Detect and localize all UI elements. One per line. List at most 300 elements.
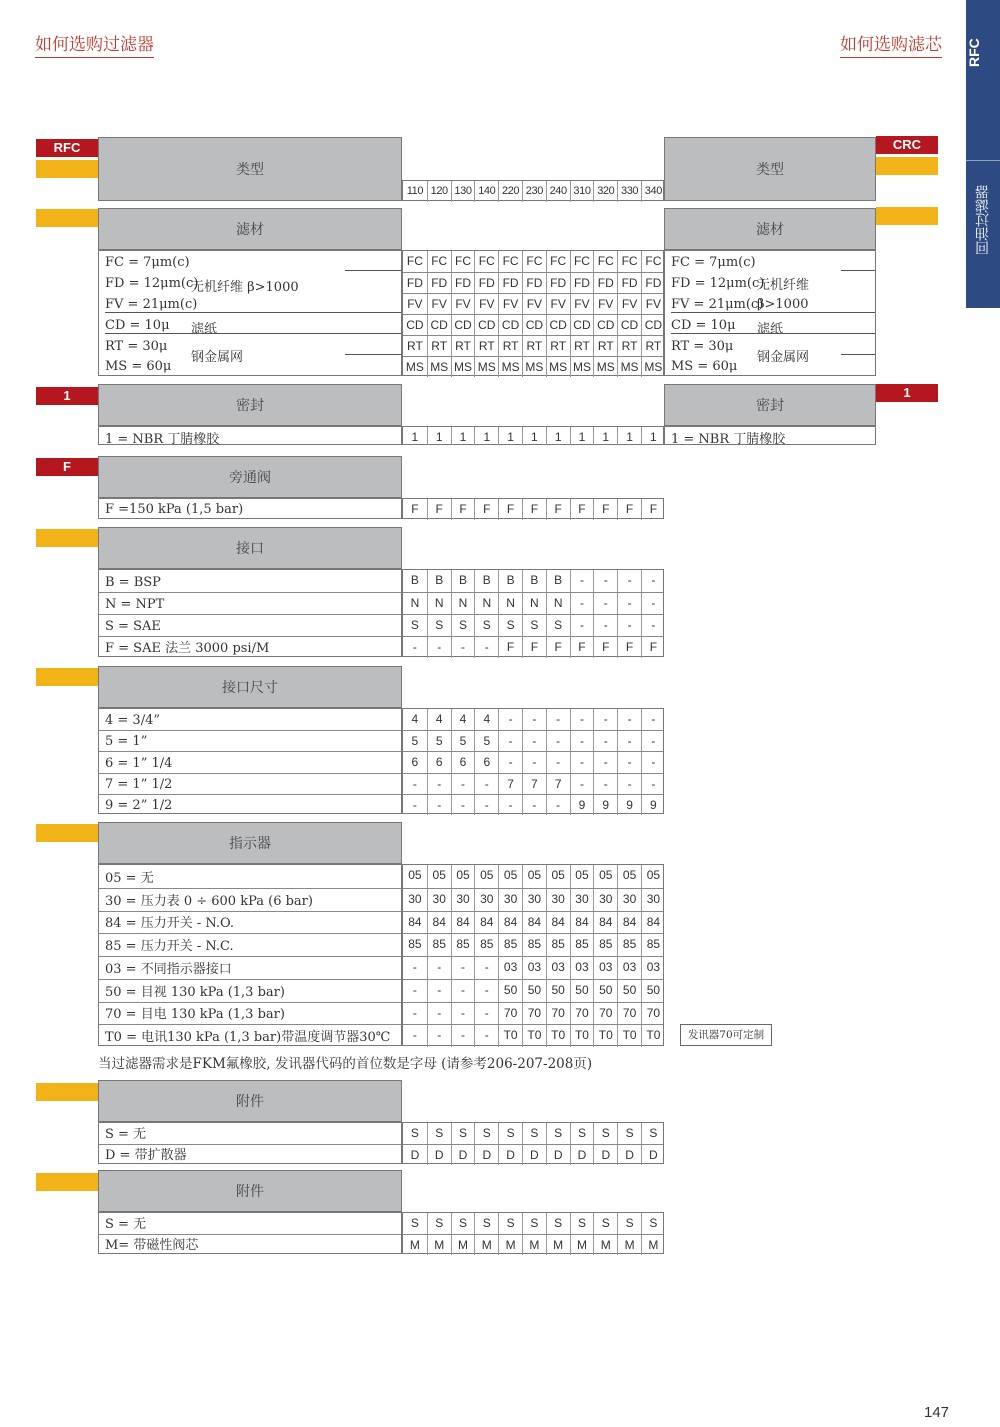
code-cell: D	[641, 1145, 665, 1165]
code-cell: -	[427, 980, 451, 1002]
code-cell: -	[522, 752, 546, 772]
code-cell: 30	[498, 889, 522, 911]
accessory1-row-text: S = 无	[105, 1127, 147, 1142]
code-cell: FD	[641, 273, 665, 293]
code-cell: B	[522, 570, 546, 592]
code-cell: -	[451, 957, 475, 979]
code-cell: 84	[474, 912, 498, 934]
code-cell: D	[410, 1148, 420, 1162]
code-cell: CD	[641, 315, 665, 335]
code-cell: FC	[427, 251, 451, 272]
code-cell: S	[593, 1123, 617, 1144]
code-cell: 85	[427, 934, 451, 956]
code-cell: -	[474, 1025, 498, 1047]
code-cell: -	[474, 795, 498, 815]
code-cell: S	[546, 1123, 570, 1144]
code-cell: 05	[641, 865, 665, 888]
seal-row-right-text: 1 = NBR 丁腈橡胶	[671, 432, 786, 447]
code-cell: 5	[427, 731, 451, 751]
media-right-row-cd: CD = 10μ	[671, 318, 736, 333]
code-cell: N	[498, 593, 522, 614]
accessory1-code-row	[403, 1144, 663, 1165]
code-cell: FV	[522, 294, 546, 314]
code-cell: -	[593, 709, 617, 730]
code-cell: 70	[522, 1003, 546, 1025]
code-cell: CD	[427, 315, 451, 335]
code-row	[403, 865, 663, 888]
code-cell: N	[474, 593, 498, 614]
code-cell: 130	[451, 181, 475, 202]
code-cell: -	[412, 797, 417, 812]
code-cell: 03	[641, 957, 665, 979]
code-cell: 320	[593, 181, 617, 202]
sidebar-label: 回油过滤器	[975, 185, 991, 255]
code-cell: -	[617, 570, 641, 592]
code-cell: -	[412, 1028, 417, 1043]
port-size-tag-yellow	[36, 668, 98, 686]
code-cell: FV	[427, 294, 451, 314]
indicator-row	[99, 979, 401, 1002]
code-cell: -	[593, 593, 617, 614]
code-cell: RT	[522, 336, 546, 356]
code-cell: D	[617, 1145, 641, 1165]
indicator-row-text: 84 = 压力开关 - N.O.	[105, 916, 235, 932]
code-cell: MS	[451, 357, 475, 377]
code-cell: 7	[498, 774, 522, 794]
code-cell: 6	[411, 755, 419, 770]
code-cell: F	[617, 637, 641, 658]
media-code-row	[403, 356, 663, 377]
code-cell: FC	[498, 251, 522, 272]
code-cell: 05	[546, 865, 570, 888]
indicator-row-text: 85 = 压力开关 - N.C.	[105, 939, 234, 954]
connection-row	[99, 636, 401, 658]
code-cell: -	[570, 709, 594, 730]
code-cell: 05	[593, 865, 617, 888]
code-cell: 30	[451, 889, 475, 911]
seal-header-right: 密封	[664, 384, 876, 426]
code-cell: F	[427, 499, 451, 520]
code-cell: 84	[498, 912, 522, 934]
code-cell: S	[451, 1213, 475, 1234]
code-cell: -	[641, 593, 665, 614]
media-row-cd: CD = 10μ	[105, 318, 170, 333]
header-title-left: 如何选购过滤器	[35, 30, 154, 58]
accessory1-code-row	[403, 1123, 663, 1144]
code-cell: MS	[498, 357, 522, 377]
code-cell: -	[474, 774, 498, 794]
code-cell: RT	[474, 336, 498, 356]
media-right-row-ms: MS = 60μ	[671, 359, 738, 374]
code-cell: 1	[546, 427, 570, 445]
code-cell: -	[570, 593, 594, 614]
code-cell: 50	[498, 980, 522, 1002]
code-cell: CD	[546, 315, 570, 335]
code-cell: 5	[474, 731, 498, 751]
code-cell: RT	[570, 336, 594, 356]
code-cell: FV	[451, 294, 475, 314]
media-code-row	[403, 272, 663, 293]
code-cell: RT	[641, 336, 665, 356]
code-row	[403, 979, 663, 1002]
code-cell: -	[617, 593, 641, 614]
code-cell: 9	[617, 795, 641, 815]
code-cell: -	[570, 570, 594, 592]
code-cell: 1	[474, 427, 498, 445]
code-cell: N	[427, 593, 451, 614]
code-cell: 05	[522, 865, 546, 888]
code-cell: -	[498, 795, 522, 815]
code-cell: RT	[407, 339, 423, 353]
indicator-row	[99, 911, 401, 934]
accessory1-row	[99, 1144, 401, 1165]
code-cell: FC	[641, 251, 665, 272]
code-cell: 4	[411, 712, 419, 726]
code-cell: S	[641, 1123, 665, 1144]
code-cell: 140	[474, 181, 498, 202]
code-cell: -	[427, 1003, 451, 1025]
connection-header: 接口	[98, 527, 402, 569]
code-cell: N	[546, 593, 570, 614]
media-divider-2	[105, 312, 401, 313]
code-cell: S	[410, 1216, 419, 1230]
code-cell: S	[522, 1213, 546, 1234]
code-cell: F	[546, 499, 570, 520]
media-row-fc: FC = 7μm(c)	[105, 255, 190, 270]
code-cell: -	[427, 957, 451, 979]
code-cell: S	[451, 615, 475, 636]
indicator-row	[99, 888, 401, 911]
code-cell: 9	[641, 795, 665, 815]
media-right-divider-3	[671, 333, 875, 334]
media-right-row-fd: FD = 12μm(c)	[671, 276, 765, 291]
code-row	[403, 592, 663, 614]
code-cell: -	[617, 709, 641, 730]
indicator-row-text: 50 = 目视 130 kPa (1,3 bar)	[105, 984, 285, 1000]
code-cell: 05	[617, 865, 641, 888]
code-cell: RT	[427, 336, 451, 356]
port-size-row-text: 9 = 2” 1/2	[105, 797, 173, 813]
code-cell: F	[570, 637, 594, 658]
code-row	[403, 888, 663, 911]
code-cell: F	[641, 637, 665, 658]
code-row	[403, 933, 663, 956]
indicator-tag-yellow	[36, 824, 98, 842]
code-cell: S	[546, 615, 570, 636]
code-cell: -	[474, 1003, 498, 1025]
code-cell: 330	[617, 181, 641, 202]
media-right-divider-4	[841, 354, 875, 355]
code-cell: 50	[641, 980, 665, 1002]
code-cell: 03	[522, 957, 546, 979]
accessory1-rows	[98, 1122, 402, 1164]
accessory2-codes	[402, 1212, 664, 1254]
crc-tag: CRC	[876, 136, 938, 154]
code-cell: B	[546, 570, 570, 592]
code-cell: F	[617, 499, 641, 520]
accessory2-tag-yellow	[36, 1173, 98, 1191]
code-cell: FV	[546, 294, 570, 314]
code-cell: S	[427, 1123, 451, 1144]
connection-row-text: S = SAE	[105, 619, 161, 634]
code-cell: -	[427, 774, 451, 794]
code-cell: FV	[407, 297, 423, 311]
code-cell: RT	[546, 336, 570, 356]
code-cell: S	[570, 1213, 594, 1234]
code-cell: 4	[427, 709, 451, 730]
code-cell: 85	[451, 934, 475, 956]
code-cell: 4	[451, 709, 475, 730]
bypass-header: 旁通阀	[98, 456, 402, 498]
indicator-row-text: 05 = 无	[105, 870, 154, 886]
type-header-right: 类型	[664, 137, 876, 201]
code-cell: CD	[474, 315, 498, 335]
code-cell: 1	[641, 427, 665, 445]
code-cell: S	[522, 1123, 546, 1144]
code-cell: -	[451, 637, 475, 658]
code-cell: D	[498, 1145, 522, 1165]
code-cell: D	[474, 1145, 498, 1165]
port-size-row	[99, 751, 401, 772]
code-cell: N	[410, 596, 420, 610]
code-cell: MS	[474, 357, 498, 377]
code-cell: 4	[474, 709, 498, 730]
connection-row-text: F = SAE 法兰 3000 psi/M	[105, 641, 270, 656]
code-cell: 70	[641, 1003, 665, 1025]
code-cell: 30	[617, 889, 641, 911]
code-cell: 03	[593, 957, 617, 979]
code-row	[403, 751, 663, 772]
accessory2-code-row	[403, 1234, 663, 1255]
type-tag-yellow-right	[876, 157, 938, 175]
code-cell: S	[617, 1213, 641, 1234]
code-row	[403, 730, 663, 751]
code-cell: S	[427, 1213, 451, 1234]
code-cell: FC	[570, 251, 594, 272]
code-cell: FV	[474, 294, 498, 314]
code-cell: 85	[498, 934, 522, 956]
port-size-row-text: 4 = 3/4”	[105, 713, 160, 729]
indicator-row	[99, 1002, 401, 1025]
code-cell: 7	[546, 774, 570, 794]
port-size-row-text: 6 = 1” 1/4	[105, 755, 173, 771]
code-cell: -	[617, 774, 641, 794]
seal-row-right	[664, 426, 876, 445]
code-cell: FD	[406, 276, 423, 290]
code-cell: 240	[546, 181, 570, 202]
code-cell: -	[412, 1005, 417, 1020]
sidebar-divider	[966, 160, 1000, 161]
code-row	[403, 794, 663, 815]
connection-rows	[98, 569, 402, 657]
code-cell: -	[474, 637, 498, 658]
code-cell: M	[522, 1235, 546, 1255]
connection-row-text: N = NPT	[105, 597, 165, 612]
code-cell: 84	[427, 912, 451, 934]
code-cell: 70	[617, 1003, 641, 1025]
code-cell: -	[498, 752, 522, 772]
code-cell: -	[412, 960, 417, 974]
code-cell: MS	[427, 357, 451, 377]
code-cell: T0	[593, 1025, 617, 1047]
section-sidebar	[966, 0, 1000, 308]
code-cell: -	[427, 1025, 451, 1047]
code-cell: -	[451, 980, 475, 1002]
media-right-row-rt: RT = 30μ	[671, 339, 734, 354]
code-cell: FV	[641, 294, 665, 314]
media-divider-1	[345, 270, 401, 271]
indicator-note: 当过滤器需求是FKM氟橡胶, 发讯器代码的首位数是字母 (请参考206-207-208页)	[98, 1056, 593, 1072]
port-size-row	[99, 773, 401, 794]
code-cell: 30	[408, 891, 422, 906]
code-cell: 85	[522, 934, 546, 956]
code-cell: F	[411, 502, 419, 516]
accessory1-row	[99, 1123, 401, 1144]
indicator-row-text: 30 = 压力表 0 ÷ 600 kPa (6 bar)	[105, 893, 313, 909]
code-cell: CD	[522, 315, 546, 335]
code-cell: F	[498, 637, 522, 658]
code-cell: D	[427, 1145, 451, 1165]
code-cell: S	[546, 1213, 570, 1234]
code-cell: -	[617, 731, 641, 751]
code-cell: S	[474, 615, 498, 636]
code-cell: 1	[522, 427, 546, 445]
code-cell: T0	[570, 1025, 594, 1047]
media-code-row	[403, 293, 663, 314]
code-cell: -	[641, 731, 665, 751]
code-cell: 05	[408, 868, 422, 882]
code-cell: -	[570, 731, 594, 751]
indicator-row	[99, 1024, 401, 1047]
code-cell: T0	[522, 1025, 546, 1047]
code-cell: N	[522, 593, 546, 614]
port-size-row	[99, 709, 401, 730]
indicator-row-text: 70 = 目电 130 kPa (1,3 bar)	[105, 1007, 285, 1023]
code-cell: -	[451, 795, 475, 815]
code-cell: FV	[593, 294, 617, 314]
code-cell: FC	[451, 251, 475, 272]
code-cell: FV	[498, 294, 522, 314]
seal-tag-left: 1	[36, 387, 98, 405]
code-cell: -	[641, 774, 665, 794]
code-cell: FD	[546, 273, 570, 293]
code-cell: D	[570, 1145, 594, 1165]
code-cell: B	[498, 570, 522, 592]
media-code-row	[403, 251, 663, 272]
code-cell: FC	[522, 251, 546, 272]
type-size-row	[402, 180, 664, 201]
code-cell: 340	[641, 181, 665, 202]
code-cell: T0	[617, 1025, 641, 1047]
code-cell: -	[641, 615, 665, 636]
connection-row	[99, 592, 401, 614]
code-cell: 1	[411, 430, 419, 444]
code-cell: FV	[617, 294, 641, 314]
code-cell: -	[474, 980, 498, 1002]
indicator-header: 指示器	[98, 822, 402, 864]
code-cell: 1	[593, 427, 617, 445]
port-size-row	[99, 730, 401, 751]
connection-row	[99, 570, 401, 592]
code-cell: FD	[427, 273, 451, 293]
accessory2-row	[99, 1234, 401, 1255]
code-cell: -	[427, 795, 451, 815]
code-cell: MS	[546, 357, 570, 377]
accessory2-row-text: M= 带磁性阀芯	[105, 1238, 199, 1253]
code-cell: 70	[593, 1003, 617, 1025]
code-cell: M	[593, 1235, 617, 1255]
indicator-row-text: 03 = 不同指示器接口	[105, 961, 232, 977]
code-cell: 05	[474, 865, 498, 888]
code-cell: S	[593, 1213, 617, 1234]
code-cell: -	[412, 776, 417, 791]
code-row	[403, 773, 663, 794]
code-cell: -	[641, 570, 665, 592]
code-cell: S	[641, 1213, 665, 1234]
code-cell: 9	[570, 795, 594, 815]
bypass-row	[98, 498, 402, 519]
code-cell: F	[593, 637, 617, 658]
connection-tag-yellow	[36, 529, 98, 547]
code-cell: -	[641, 752, 665, 772]
code-cell: 120	[427, 181, 451, 202]
code-cell: M	[409, 1238, 420, 1252]
code-cell: T0	[498, 1025, 522, 1047]
code-cell: RT	[617, 336, 641, 356]
media-right-note-mesh: 钢金属网	[757, 350, 810, 365]
code-cell: F	[498, 499, 522, 520]
rfc-tag: RFC	[36, 139, 98, 157]
indicator-row	[99, 956, 401, 979]
code-row	[403, 1024, 663, 1047]
accessory2-header: 附件	[98, 1170, 402, 1212]
media-right-divider-1	[841, 270, 875, 271]
code-cell: D	[451, 1145, 475, 1165]
media-rows-right	[664, 250, 876, 376]
code-cell: M	[570, 1235, 594, 1255]
connection-codes	[402, 569, 664, 657]
code-cell: 70	[498, 1003, 522, 1025]
seal-row-left-text: 1 = NBR 丁腈橡胶	[105, 432, 220, 447]
code-row	[403, 911, 663, 934]
seal-tag-right: 1	[876, 384, 938, 402]
code-cell: B	[410, 573, 419, 587]
code-cell: 84	[522, 912, 546, 934]
code-cell: FD	[617, 273, 641, 293]
code-cell: CD	[617, 315, 641, 335]
code-cell: N	[451, 593, 475, 614]
code-cell: -	[641, 709, 665, 730]
media-header-left: 滤材	[98, 208, 402, 250]
code-cell: S	[427, 615, 451, 636]
media-tag-yellow	[36, 209, 98, 227]
code-cell: F	[593, 499, 617, 520]
code-cell: 03	[498, 957, 522, 979]
code-cell: 6	[474, 752, 498, 772]
bypass-row-text: F =150 kPa (1,5 bar)	[105, 502, 244, 517]
media-row-fv: FV = 21μm(c)	[105, 297, 198, 312]
media-right-divider-2	[671, 312, 875, 313]
code-cell: 03	[617, 957, 641, 979]
code-cell: B	[451, 570, 475, 592]
code-cell: 1	[451, 427, 475, 445]
indicator-callout: 发讯器70可定制	[680, 1024, 772, 1046]
code-cell: FD	[498, 273, 522, 293]
media-codes	[402, 250, 664, 376]
code-cell: FC	[546, 251, 570, 272]
code-cell: M	[546, 1235, 570, 1255]
code-cell: T0	[641, 1025, 665, 1047]
